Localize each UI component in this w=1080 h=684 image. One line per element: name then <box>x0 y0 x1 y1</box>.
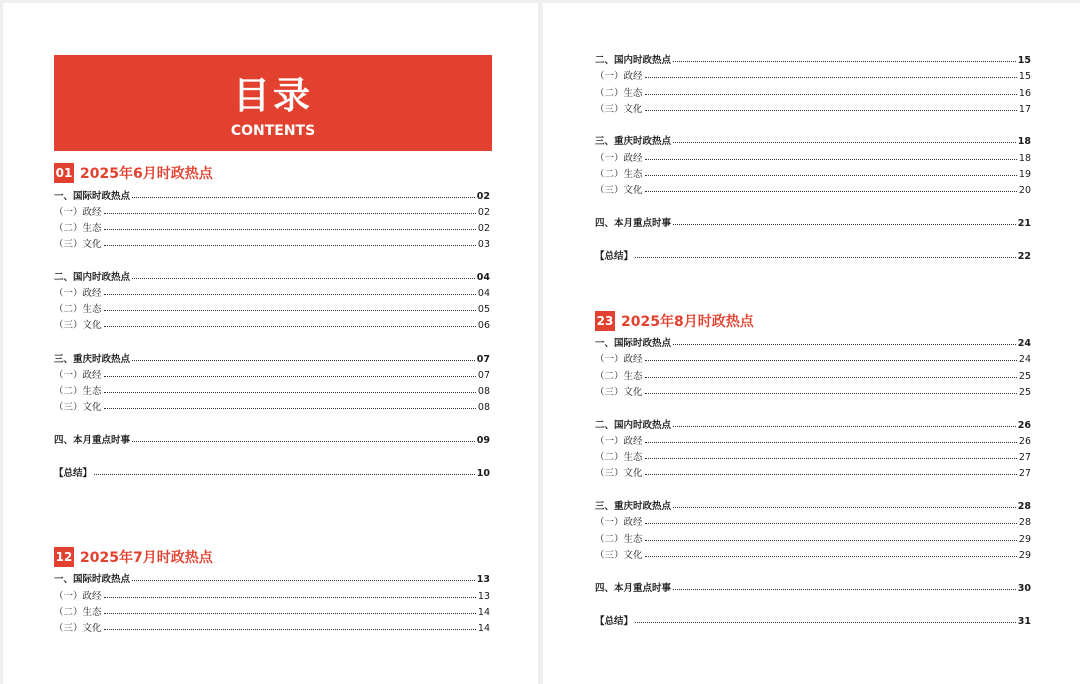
toc-entry[interactable] <box>595 500 1031 513</box>
toc-entry-page: 29 <box>1018 550 1031 561</box>
toc-entry[interactable] <box>54 573 490 586</box>
toc-entry-page: 07 <box>476 354 490 365</box>
toc-entry[interactable] <box>54 622 490 635</box>
toc-entry[interactable] <box>595 152 1031 165</box>
toc-entry[interactable] <box>54 590 490 603</box>
toc-entry[interactable] <box>54 434 490 447</box>
toc-entry-label: （三）文化 <box>595 468 643 479</box>
toc-entry-label: （三）文化 <box>595 387 643 398</box>
section-title: 2025年6月时政热点 <box>80 166 213 182</box>
section-heading <box>54 163 213 183</box>
dot-leader <box>645 523 1017 524</box>
toc-entry[interactable] <box>54 303 490 316</box>
dot-leader <box>673 224 1016 225</box>
toc-entry-label: （二）生态 <box>595 169 643 180</box>
toc-entry[interactable] <box>54 606 490 619</box>
toc-entry-page: 08 <box>477 402 490 413</box>
toc-entry-label: （三）文化 <box>595 185 643 196</box>
toc-entry[interactable] <box>595 135 1031 148</box>
toc-entry[interactable] <box>595 370 1031 383</box>
toc-entry[interactable] <box>595 184 1031 197</box>
toc-entry-label: 一、国际时政热点 <box>54 574 131 585</box>
toc-entry[interactable] <box>54 385 490 398</box>
toc-entry-page: 17 <box>1018 104 1031 115</box>
toc-entry[interactable] <box>595 516 1031 529</box>
toc-entry-label: 四、本月重点时事 <box>54 435 131 446</box>
section-heading <box>595 311 754 331</box>
toc-entry-label: （二）生态 <box>595 371 643 382</box>
toc-entry-label: 四、本月重点时事 <box>595 583 672 594</box>
toc-entry-page: 22 <box>1017 251 1031 262</box>
toc-entry-page: 09 <box>476 435 490 446</box>
dot-leader <box>645 556 1017 557</box>
dot-leader <box>645 458 1017 459</box>
dot-leader <box>645 474 1017 475</box>
toc-entry-page: 29 <box>1018 534 1031 545</box>
section-badge: 01 <box>54 163 74 183</box>
toc-entry-label: （二）生态 <box>54 223 102 234</box>
dot-leader <box>645 360 1017 361</box>
dot-leader <box>645 94 1017 95</box>
toc-entry-page: 16 <box>1018 88 1031 99</box>
dot-leader <box>104 326 476 327</box>
dot-leader <box>104 597 476 598</box>
toc-entry-label: （三）文化 <box>54 402 102 413</box>
toc-entry-page: 08 <box>477 386 490 397</box>
toc-entry-label: （二）生态 <box>54 607 102 618</box>
toc-entry-page: 07 <box>477 370 490 381</box>
toc-entry-label: 二、国内时政热点 <box>595 55 672 66</box>
toc-entry[interactable] <box>54 222 490 235</box>
toc-entry[interactable] <box>54 319 490 332</box>
toc-entry-label: 【总结】 <box>595 251 634 262</box>
toc-entry-label: （一）政经 <box>54 207 102 218</box>
toc-entry-label: （一）政经 <box>595 153 643 164</box>
toc-entry[interactable] <box>54 238 490 251</box>
toc-entry-page: 26 <box>1017 420 1031 431</box>
toc-entry[interactable] <box>595 353 1031 366</box>
toc-entry-page: 02 <box>477 223 490 234</box>
toc-entry-label: （三）文化 <box>595 104 643 115</box>
dot-leader <box>645 175 1017 176</box>
toc-entry[interactable] <box>54 206 490 219</box>
dot-leader <box>645 159 1017 160</box>
toc-entry[interactable] <box>54 369 490 382</box>
toc-entry-label: （一）政经 <box>54 288 102 299</box>
toc-entry-label: （二）生态 <box>595 534 643 545</box>
dot-leader <box>673 344 1016 345</box>
dot-leader <box>645 442 1017 443</box>
toc-entry[interactable] <box>54 467 490 480</box>
toc-entry[interactable] <box>595 217 1031 230</box>
dot-leader <box>104 310 476 311</box>
toc-entry-label: （一）政经 <box>54 591 102 602</box>
toc-entry[interactable] <box>595 337 1031 350</box>
dot-leader <box>132 441 475 442</box>
toc-entry-page: 14 <box>477 607 490 618</box>
title-banner <box>54 55 492 151</box>
toc-entry-page: 02 <box>476 191 490 202</box>
toc-entry-page: 27 <box>1018 452 1031 463</box>
toc-entry-label: 【总结】 <box>54 468 93 479</box>
toc-entry-page: 15 <box>1017 55 1031 66</box>
dot-leader <box>104 376 476 377</box>
dot-leader <box>104 392 476 393</box>
toc-entry-page: 19 <box>1018 169 1031 180</box>
dot-leader <box>104 245 476 246</box>
page-title: 目录 <box>233 74 313 117</box>
toc-entry-label: （三）文化 <box>54 623 102 634</box>
toc-entry-page: 05 <box>477 304 490 315</box>
toc-entry-label: （一）政经 <box>595 71 643 82</box>
toc-entry[interactable] <box>595 467 1031 480</box>
dot-leader <box>673 61 1016 62</box>
dot-leader <box>132 360 475 361</box>
toc-entry-label: 三、重庆时政热点 <box>595 501 672 512</box>
section-badge: 12 <box>54 547 74 567</box>
section-title: 2025年8月时政热点 <box>621 314 754 330</box>
toc-entry-page: 28 <box>1018 517 1031 528</box>
toc-entry-label: （一）政经 <box>595 517 643 528</box>
toc-entry-label: 三、重庆时政热点 <box>595 136 672 147</box>
toc-entry-page: 21 <box>1017 218 1031 229</box>
toc-entry-page: 13 <box>477 591 490 602</box>
toc-entry-label: （三）文化 <box>54 320 102 331</box>
dot-leader <box>132 197 475 198</box>
section-badge: 23 <box>595 311 615 331</box>
toc-entry-page: 30 <box>1017 583 1031 594</box>
toc-entry-label: 二、国内时政热点 <box>54 272 131 283</box>
dot-leader <box>645 191 1017 192</box>
toc-entry-page: 10 <box>476 468 490 479</box>
dot-leader <box>132 580 475 581</box>
toc-entry[interactable] <box>595 87 1031 100</box>
toc-entry-page: 18 <box>1017 136 1031 147</box>
toc-entry-label: （三）文化 <box>595 550 643 561</box>
toc-entry[interactable] <box>595 451 1031 464</box>
toc-entry[interactable] <box>595 419 1031 432</box>
dot-leader <box>673 507 1016 508</box>
dot-leader <box>673 142 1016 143</box>
toc-entry-label: （一）政经 <box>595 436 643 447</box>
toc-entry-page: 04 <box>477 288 490 299</box>
toc-entry-label: （二）生态 <box>54 304 102 315</box>
toc-entry-page: 14 <box>477 623 490 634</box>
dot-leader <box>635 622 1016 623</box>
toc-entry[interactable] <box>54 401 490 414</box>
toc-entry[interactable] <box>595 70 1031 83</box>
dot-leader <box>104 613 476 614</box>
toc-entry-label: （二）生态 <box>595 452 643 463</box>
toc-entry-page: 25 <box>1018 371 1031 382</box>
dot-leader <box>104 213 476 214</box>
toc-entry-page: 24 <box>1017 338 1031 349</box>
toc-entry[interactable] <box>595 533 1031 546</box>
toc-entry-page: 24 <box>1018 354 1031 365</box>
toc-entry-page: 02 <box>477 207 490 218</box>
toc-entry[interactable] <box>595 615 1031 628</box>
toc-entry-page: 18 <box>1018 153 1031 164</box>
dot-leader <box>673 426 1016 427</box>
toc-entry-label: 四、本月重点时事 <box>595 218 672 229</box>
dot-leader <box>673 589 1016 590</box>
dot-leader <box>645 77 1017 78</box>
dot-leader <box>645 377 1017 378</box>
toc-entry[interactable] <box>595 103 1031 116</box>
section-heading <box>54 547 213 567</box>
toc-entry-page: 20 <box>1018 185 1031 196</box>
toc-entry[interactable] <box>54 190 490 203</box>
toc-entry-page: 27 <box>1018 468 1031 479</box>
toc-entry-page: 06 <box>477 320 490 331</box>
dot-leader <box>104 229 476 230</box>
toc-entry[interactable] <box>595 549 1031 562</box>
dot-leader <box>132 278 475 279</box>
toc-entry-label: （一）政经 <box>54 370 102 381</box>
toc-entry-page: 28 <box>1017 501 1031 512</box>
toc-entry-label: 一、国际时政热点 <box>54 191 131 202</box>
section-title: 2025年7月时政热点 <box>80 550 213 566</box>
toc-entry-page: 04 <box>476 272 490 283</box>
dot-leader <box>645 393 1017 394</box>
dot-leader <box>645 540 1017 541</box>
toc-entry-page: 15 <box>1018 71 1031 82</box>
toc-entry[interactable] <box>54 353 490 366</box>
toc-entry-label: （三）文化 <box>54 239 102 250</box>
toc-entry[interactable] <box>595 435 1031 448</box>
toc-entry[interactable] <box>54 271 490 284</box>
toc-entry-page: 25 <box>1018 387 1031 398</box>
toc-entry[interactable] <box>595 250 1031 263</box>
toc-entry-label: （二）生态 <box>54 386 102 397</box>
page-subtitle: CONTENTS <box>230 123 316 139</box>
dot-leader <box>635 257 1016 258</box>
toc-entry[interactable] <box>595 386 1031 399</box>
toc-entry-label: （二）生态 <box>595 88 643 99</box>
toc-entry-page: 03 <box>477 239 490 250</box>
dot-leader <box>104 408 476 409</box>
toc-entry-label: 一、国际时政热点 <box>595 338 672 349</box>
dot-leader <box>645 110 1017 111</box>
toc-entry-label: 三、重庆时政热点 <box>54 354 131 365</box>
dot-leader <box>94 474 475 475</box>
toc-entry-page: 13 <box>476 574 490 585</box>
toc-entry[interactable] <box>595 168 1031 181</box>
toc-entry[interactable] <box>54 287 490 300</box>
toc-entry-label: 【总结】 <box>595 616 634 627</box>
toc-entry-page: 26 <box>1018 436 1031 447</box>
toc-entry[interactable] <box>595 582 1031 595</box>
toc-entry-label: （一）政经 <box>595 354 643 365</box>
dot-leader <box>104 629 476 630</box>
dot-leader <box>104 294 476 295</box>
toc-entry-label: 二、国内时政热点 <box>595 420 672 431</box>
toc-entry[interactable] <box>595 54 1031 67</box>
toc-entry-page: 31 <box>1017 616 1031 627</box>
